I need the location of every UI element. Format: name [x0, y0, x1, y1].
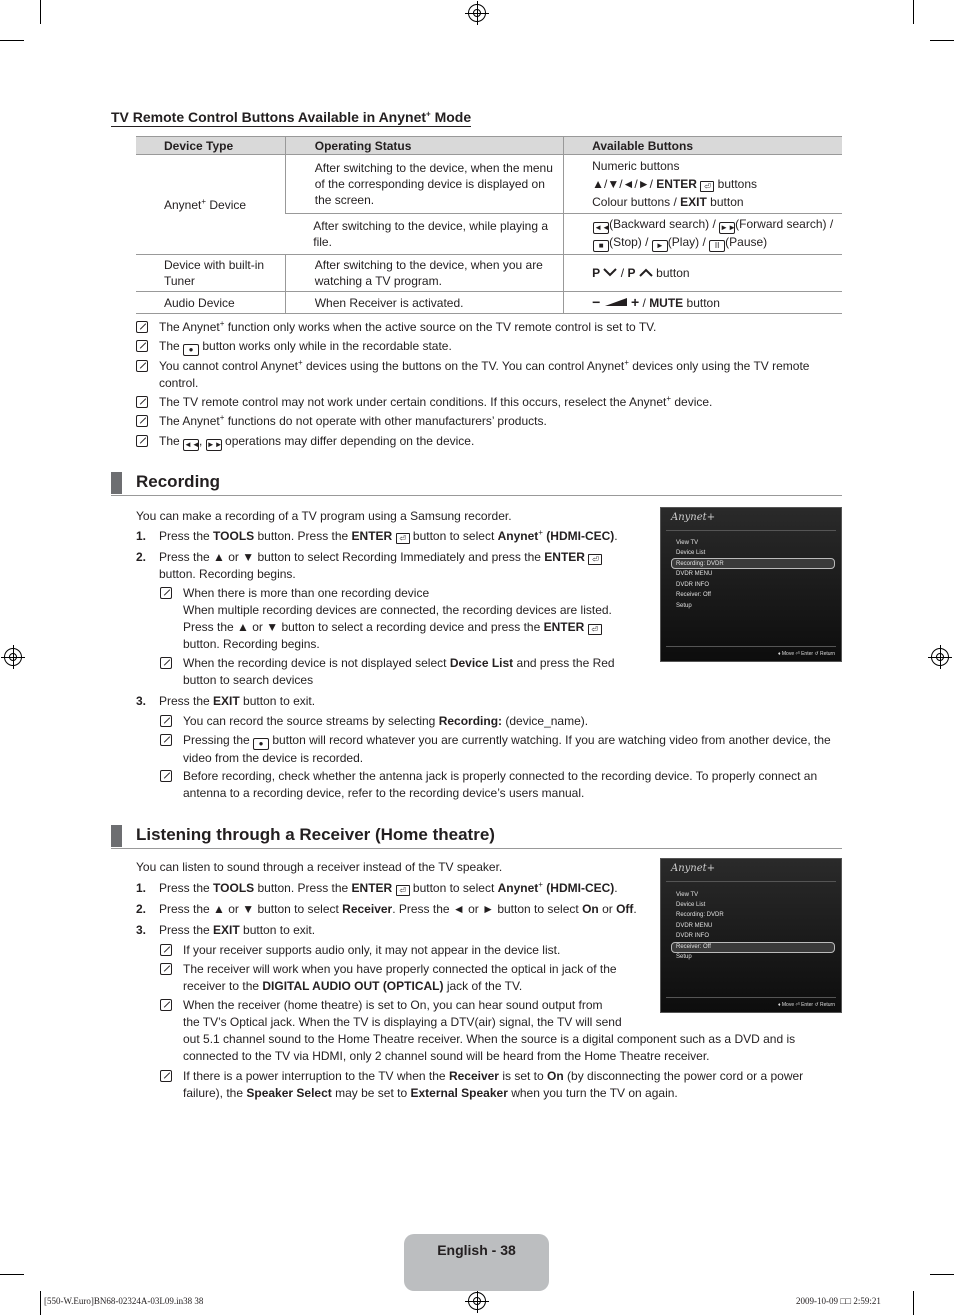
menu-item[interactable]: DVDR INFO	[676, 582, 709, 588]
note-item: When the receiver (home theatre) is set to On, you can hear sound output from the TV’s Optical jack. When the TV is displaying a DTV(air) signal, the TV will send out 5.1 channel sound to the Home Theatre receiver. When the source is a digital component such as a DVD and is connected to the TV via HDMI, only 2 channel sound will be heard from the Home Theatre receiver.	[160, 997, 842, 1065]
column-header: Operating Status	[285, 137, 563, 155]
menu-item[interactable]: Setup	[676, 603, 692, 609]
column-header: Device Type	[136, 137, 285, 155]
note-item: The receiver will work when you have properly connected the optical in jack of the receiver to the DIGITAL AUDIO OUT (OPTICAL) jack of the TV.	[160, 961, 650, 995]
registration-mark-icon	[4, 648, 22, 666]
enter-icon: ⏎	[396, 533, 410, 544]
column-header: Available Buttons	[564, 137, 842, 155]
buttons-line: Colour buttons / EXIT button	[592, 195, 744, 209]
anynet-logo: Anynet+	[671, 863, 716, 874]
menu-item[interactable]: Recording: DVDR	[676, 561, 724, 567]
note-item: If your receiver supports audio only, it may not appear in the device list.	[160, 942, 640, 959]
buttons-line: ▲/▼/◄/►/ ENTER ⏎ buttons	[592, 177, 758, 191]
menu-item[interactable]: DVDR INFO	[676, 933, 709, 939]
operating-status-cell: After switching to the device, when you are watching a TV program.	[285, 255, 563, 292]
menu-item[interactable]: Receiver: Off	[676, 592, 711, 598]
step-item: 2. Press the ▲ or ▼ button to select Receiver. Press the ◄ or ► button to select On or Off.	[136, 902, 637, 916]
crop-mark	[930, 40, 954, 41]
volume-icon	[604, 297, 628, 307]
crop-mark	[913, 1291, 914, 1315]
section-heading: Recording	[111, 472, 842, 496]
note-icon	[160, 587, 172, 599]
anynet-logo: Anynet+	[671, 512, 716, 523]
pause-icon: II	[709, 240, 725, 252]
crop-mark	[0, 40, 24, 41]
step-item: 3. Press the EXIT button to exit.	[136, 923, 316, 937]
operating-status-cell: After switching to the device, when the menu of the corresponding device is displayed on the screen.	[285, 155, 563, 214]
crop-mark	[40, 0, 41, 24]
enter-icon: ⏎	[700, 181, 714, 192]
crop-mark	[913, 0, 914, 24]
available-buttons-cell	[564, 155, 842, 214]
operating-status-cell: When Receiver is activated.	[285, 292, 563, 314]
operating-status-cell: After switching to the device, while playing a file.	[285, 214, 563, 255]
recording-intro: You can make a recording of a TV program using a Samsung recorder.	[136, 509, 512, 523]
divider	[666, 646, 836, 647]
available-buttons-cell: P / P button	[564, 255, 842, 292]
note-icon	[136, 360, 148, 372]
note-item: Before recording, check whether the antenna jack is properly connected to the recording device. To properly connect an antenna to a recording device, refer to the recording device’s users manual.	[160, 768, 842, 802]
note-item: If there is a power interruption to the TV when the Receiver is set to On (by disconnecting the power cord or a power failure), the Speaker Select may be set to External Speaker when you turn the TV on again.	[160, 1068, 842, 1102]
anynet-menu-screenshot	[660, 507, 842, 662]
chevron-down-icon	[603, 268, 617, 277]
device-type-cell: Anynet+ Device	[136, 155, 285, 255]
table-header-row	[136, 137, 842, 155]
section-heading: Listening through a Receiver (Home theatre)	[111, 825, 842, 849]
menu-item[interactable]: Setup	[676, 954, 692, 960]
device-type-cell: Device with built-in Tuner	[136, 255, 285, 292]
table-heading: TV Remote Control Buttons Available in Anynet+ Mode	[111, 109, 472, 125]
note-icon	[160, 734, 172, 746]
menu-item[interactable]: View TV	[676, 540, 699, 546]
note-item: The Anynet+ functions do not operate with other manufacturers’ products.	[136, 413, 842, 430]
page-number: English - 38	[437, 1242, 516, 1258]
available-buttons-cell: ◄◄(Backward search) / ►►(Forward search) / ■ (Stop) / ► (Play) / II (Pause)	[564, 214, 842, 255]
enter-icon: ⏎	[588, 554, 602, 565]
print-slug: [550-W.Euro]BN68-02324A-03L09.in38 38	[44, 1296, 204, 1306]
forward-search-icon: ►►	[720, 223, 736, 232]
forward-search-icon: ►►	[206, 440, 223, 449]
note-item: When the recording device is not displayed select Device List and press the Red button to search devices	[160, 655, 636, 689]
receiver-intro: You can listen to sound through a receiver instead of the TV speaker.	[136, 860, 503, 874]
note-icon	[160, 999, 172, 1011]
note-item: The ● button works only while in the recordable state.	[136, 338, 842, 356]
step-item: 1. Press the TOOLS button. Press the ENTER ⏎ button to select Anynet+ (HDMI-CEC).	[136, 880, 618, 895]
note-icon	[136, 340, 148, 352]
note-icon	[136, 396, 148, 408]
anynet-menu-screenshot	[660, 858, 842, 1013]
crop-mark	[930, 1274, 954, 1275]
table-row	[136, 255, 842, 292]
available-buttons-cell: − + / MUTE button	[564, 292, 842, 314]
note-icon	[160, 657, 172, 669]
backward-search-icon: ◄◄	[594, 223, 610, 232]
menu-item[interactable]: Device List	[676, 550, 706, 556]
menu-footer-hints: ♦ Move ⏎ Enter ↺ Return	[777, 1002, 835, 1008]
registration-mark-icon	[931, 648, 949, 666]
menu-item[interactable]: Device List	[676, 902, 706, 908]
play-icon: ►	[652, 240, 668, 252]
note-item: You cannot control Anynet+ devices using the buttons on the TV. You can control Anynet+ devices only using the TV remote control.	[136, 358, 842, 392]
remote-buttons-table	[136, 136, 842, 314]
note-icon	[136, 415, 148, 427]
enter-icon: ⏎	[588, 624, 602, 635]
registration-mark-icon	[468, 4, 486, 22]
page-number-tab	[404, 1234, 549, 1291]
record-icon: ●	[183, 344, 199, 356]
step-item: 3. Press the EXIT button to exit.	[136, 694, 316, 708]
divider	[666, 881, 836, 882]
step-item: 2. Press the ▲ or ▼ button to select Recording Immediately and press the ENTER ⏎ button. Recording begins.	[136, 549, 636, 583]
heading-bar	[111, 472, 122, 494]
divider	[666, 530, 836, 531]
note-icon	[136, 435, 148, 447]
note-icon	[160, 715, 172, 727]
heading-bar	[111, 825, 122, 847]
print-timestamp: 2009-10-09 □□ 2:59:21	[796, 1296, 881, 1306]
note-item: Pressing the ● button will record whatever you are currently watching. If you are watching video from another device, the video from the device is recorded.	[160, 732, 842, 767]
note-item: When there is more than one recording device When multiple recording devices are connected, the recording devices are listed. Press the ▲ or ▼ button to select a recording device and press the ENTER ⏎ button. Recording begins.	[160, 585, 636, 653]
note-item: The ◄◄, ►► operations may differ depending on the device.	[136, 433, 842, 451]
note-icon	[160, 770, 172, 782]
menu-footer-hints: ♦ Move ⏎ Enter ↺ Return	[777, 651, 835, 657]
note-icon	[136, 321, 148, 333]
note-icon	[160, 1070, 172, 1082]
divider	[666, 997, 836, 998]
step-item: 1. Press the TOOLS button. Press the ENTER ⏎ button to select Anynet+ (HDMI-CEC).	[136, 528, 618, 543]
table-row	[136, 155, 842, 214]
stop-icon: ■	[593, 240, 609, 252]
record-icon: ●	[253, 738, 269, 750]
menu-item[interactable]: View TV	[676, 892, 699, 898]
menu-item[interactable]: DVDR MENU	[676, 923, 713, 929]
note-item: The Anynet+ function only works when the active source on the TV remote control is set to TV.	[136, 319, 842, 336]
buttons-line: Numeric buttons	[592, 159, 680, 173]
registration-mark-icon	[468, 1292, 486, 1310]
device-type-cell: Audio Device	[136, 292, 285, 314]
note-icon	[160, 963, 172, 975]
note-item: You can record the source streams by selecting Recording: (device_name).	[160, 713, 842, 730]
crop-mark	[0, 1274, 24, 1275]
chevron-up-icon	[639, 268, 653, 277]
backward-search-icon: ◄◄	[184, 440, 200, 449]
enter-icon: ⏎	[396, 885, 410, 896]
menu-item[interactable]: Receiver: Off	[676, 944, 711, 950]
note-icon	[160, 944, 172, 956]
crop-mark	[40, 1291, 41, 1315]
menu-item[interactable]: Recording: DVDR	[676, 912, 724, 918]
menu-item[interactable]: DVDR MENU	[676, 571, 713, 577]
table-row	[136, 292, 842, 314]
note-item: The TV remote control may not work under certain conditions. If this occurs, reselect the Anynet+ device.	[136, 394, 842, 411]
